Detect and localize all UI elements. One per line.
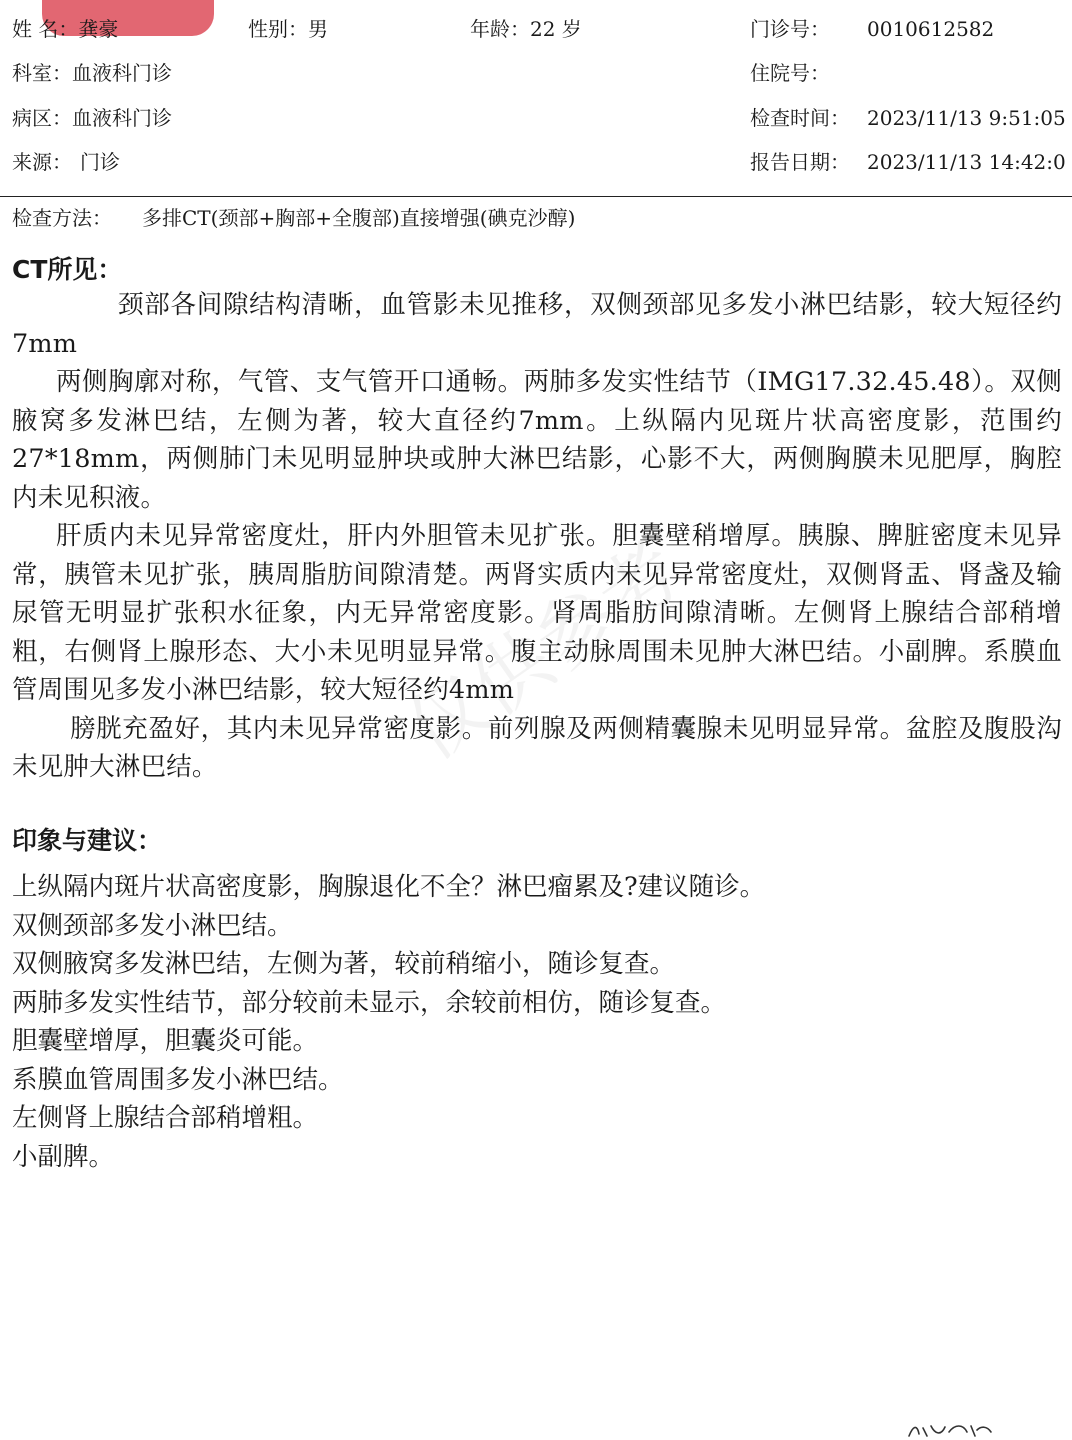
department-field [12,61,172,85]
findings-abdomen: 肝质内未见异常密度灶，肝内外胆管未见扩张。胆囊壁稍增厚。胰腺、脾脏密度未见异常，胰管未见扩张，胰周脂肪间隙清楚。两肾实质内未见异常密度灶，双侧肾盂、肾盏及输尿管无明显扩张积水征象，内无异常密度影。肾周脂肪间隙清晰。左侧肾上腺结合部稍增粗，右侧肾上腺形态、大小未见明显异常。腹主动脉周围未见肿大淋巴结。小副脾。系膜血管周围见多发小淋巴结影，较大短径约4mm [12,521,1062,705]
impression-item: 小副脾。 [12,1141,115,1172]
impression-item: 两肺多发实性结节，部分较前未显示，余较前相仿，随诊复查。 [12,987,727,1018]
findings-body [12,286,1062,787]
patient-gender: 性别：男 [248,17,328,41]
source-label: 来源： [12,150,72,174]
source-value: 门诊 [80,150,120,174]
report-date-label: 报告日期： [750,150,850,174]
clinic-number-label: 门诊号： [750,17,830,41]
patient-name-value: 龚豪 [78,17,119,41]
impression-item: 左侧肾上腺结合部稍增粗。 [12,1103,319,1133]
department-value: 血液科门诊 [72,61,172,85]
patient-age-label: 年龄： [470,17,530,41]
ward-label: 病区： [12,106,72,130]
inpatient-number-label: 住院号： [750,61,830,85]
exam-method [12,206,575,230]
findings-title: CT所见： [12,255,123,284]
signature-mark [905,1418,995,1440]
impression-item: 胆囊壁增厚，胆囊炎可能。 [12,1026,319,1056]
impression-item: 系膜血管周围多发小淋巴结。 [12,1064,344,1095]
impression-item: 上纵隔内斑片状高密度影，胸腺退化不全？淋巴瘤累及?建议随诊。 [12,872,766,902]
patient-age-field [470,17,582,41]
findings-pelvis: 膀胱充盈好，其内未见异常密度影。前列腺及两侧精囊腺未见明显异常。盆腔及腹股沟未见肿大淋巴结。 [12,713,1062,782]
ward-value: 血液科门诊 [72,106,172,130]
exam-method-value: 多排CT(颈部+胸部+全腹部)直接增强(碘克沙醇) [142,206,576,230]
header-divider [0,196,1072,197]
impressions-title: 印象与建议： [12,826,163,855]
impression-item: 双侧颈部多发小淋巴结。 [12,910,293,941]
exam-method-label: 检查方法： [12,206,112,230]
impressions-list [12,868,1062,1176]
ward-field [12,106,172,130]
exam-time-value: 2023/11/13 9:51:05 [867,106,1066,130]
clinic-number-value: 0010612582 [867,17,995,41]
exam-time-label: 检查时间： [750,106,850,130]
patient-name-label: 姓 名： [12,17,79,41]
source-field [12,150,120,174]
patient-name-field [12,17,118,41]
report-date-value: 2023/11/13 14:42:0 [867,150,1066,174]
department-label: 科室： [12,61,72,85]
findings-neck: 颈部各间隙结构清晰，血管影未见推移，双侧颈部见多发小淋巴结影，较大短径约7mm [12,290,1062,359]
patient-age-value: 22 岁 [530,17,582,41]
impression-item: 双侧腋窝多发淋巴结，左侧为著，较前稍缩小，随诊复查。 [12,949,676,979]
findings-chest: 两侧胸廓对称，气管、支气管开口通畅。两肺多发实性结节（IMG17.32.45.48）。双侧腋窝多发淋巴结，左侧为著，较大直径约7mm。上纵隔内见斑片状高密度影，范围约27*18mm，两侧肺门未见明显肿块或肿大淋巴结影，心影不大，两侧胸膜未见肥厚，胸腔内未见积液。 [12,367,1062,513]
